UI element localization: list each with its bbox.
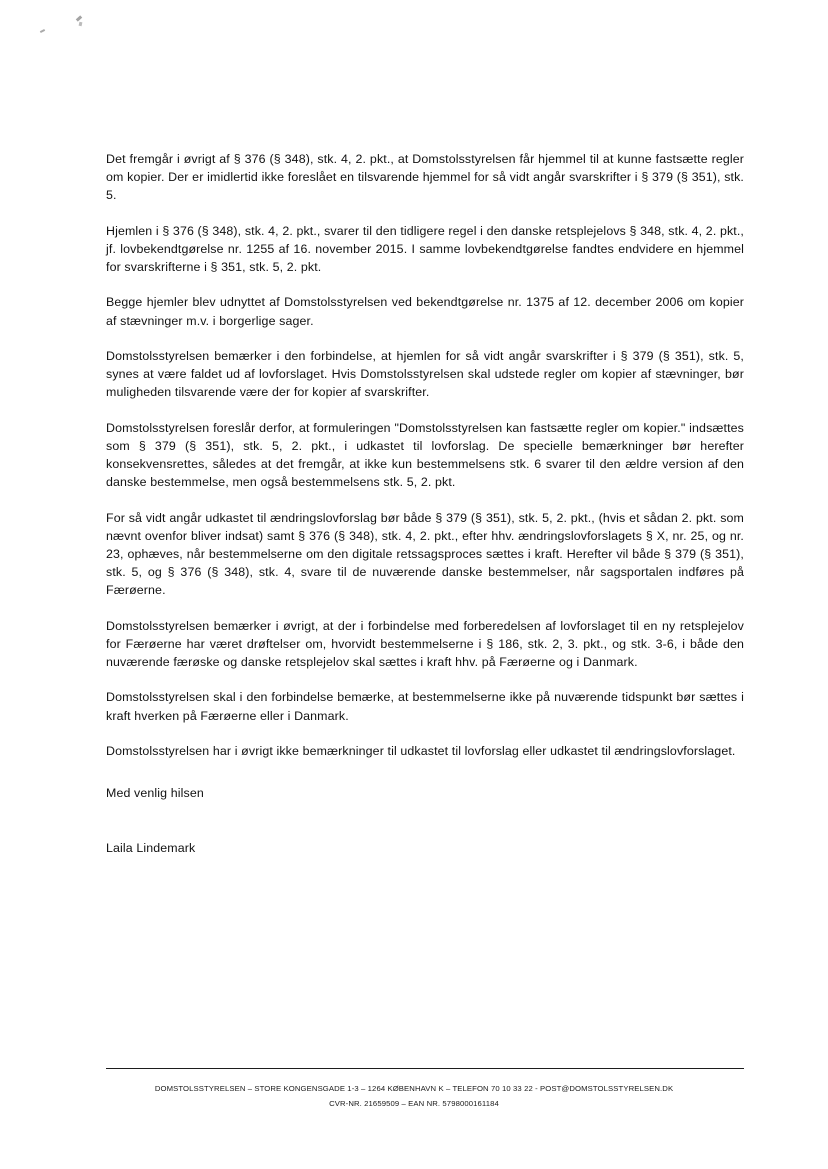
body-paragraph: For så vidt angår udkastet til ændringslovforslag bør både § 379 (§ 351), stk. 5, 2. pkt., (hvis et sådan 2. pkt. som nævnt ovenfor bliver indsat) samt § 376 (§ 348), stk. 4, 2. pkt., efter hhv. ændringslovforslagets § X, nr. 25, og nr. 23, ophæves, når bestemmelserne om den digitale retssagsproces sættes i kraft. Herefter vil både § 379 (§ 351), stk. 5, og § 376 (§ 348), stk. 4, svare til de nuværende danske bestemmelser, når sagsportalen indføres på Færøerne.: [106, 510, 744, 598]
body-paragraph: Domstolsstyrelsen skal i den forbindelse bemærke, at bestemmelserne ikke på nuværende tidspunkt bør sættes i kraft hverken på Færøerne eller i Danmark.: [106, 690, 744, 723]
document-body: [106, 150, 744, 858]
body-paragraph: Hjemlen i § 376 (§ 348), stk. 4, 2. pkt., svarer til den tidligere regel i den danske retsplejelovs § 348, stk. 4, 2. pkt., jf. lovbekendtgørelse nr. 1255 af 16. november 2015. I samme lovbekendtgørelse fandtes endvidere en hjemmel for svarskrifterne i § 351, stk. 5, 2. pkt.: [106, 223, 744, 275]
body-paragraph: Domstolsstyrelsen bemærker i den forbindelse, at hjemlen for så vidt angår svarskrifter i § 379 (§ 351), stk. 5, synes at være faldet ud af lovforslaget. Hvis Domstolsstyrelsen skal udstede regler om kopier af stævninger, bør muligheden tilsvarende være der for kopier af svarskrifter.: [106, 348, 744, 400]
footer-registration-line: CVR-NR. 21659509 – EAN NR. 5798000161184: [329, 1098, 499, 1108]
scan-speck-icon: [40, 29, 45, 33]
page-footer: [0, 1083, 828, 1109]
scan-artifacts: [0, 0, 828, 60]
body-paragraph: Begge hjemler blev udnyttet af Domstolsstyrelsen ved bekendtgørelse nr. 1375 af 12. december 2006 om kopier af stævninger m.v. i borgerlige sager.: [106, 295, 744, 328]
closing-line: Med venlig hilsen: [106, 786, 204, 801]
footer-contact-line: DOMSTOLSSTYRELSEN – STORE KONGENSGADE 1-3 – 1264 KØBENHAVN K – TELEFON 70 10 33 22 - POST@DOMSTOLSSTYRELSEN.DK: [154, 1084, 674, 1093]
scan-speck-icon: [79, 22, 83, 27]
body-paragraph: Det fremgår i øvrigt af § 376 (§ 348), stk. 4, 2. pkt., at Domstolsstyrelsen får hjemmel til at kunne fastsætte regler om kopier. Der er imidlertid ikke foreslået en tilsvarende hjemmel for så vidt angår svarskrifter i § 379 (§ 351), stk. 5.: [106, 152, 744, 203]
body-paragraph: Domstolsstyrelsen foreslår derfor, at formuleringen "Domstolsstyrelsen kan fastsætte regler om kopier." indsættes som § 379 (§ 351), stk. 5, 2. pkt., i udkastet til lovforslag. De specielle bemærkninger bør herefter konsekvensrettes, således at det fremgår, at ikke kun bestemmelsens stk. 6 svarer til den ældre version af den danske bestemmelse, men også bestemmelsens stk. 5, 2. pkt.: [106, 420, 744, 490]
body-paragraph: Domstolsstyrelsen bemærker i øvrigt, at der i forbindelse med forberedelsen af lovforslaget til en ny retsplejelov for Færøerne har været drøftelser om, hvorvidt bestemmelserne i § 186, stk. 2, 3. pkt., og stk. 3-6, i både den nuværende færøske og danske retsplejelov skal sættes i kraft hhv. på Færøerne og i Danmark.: [106, 618, 744, 670]
signature-name: Laila Lindemark: [106, 841, 196, 856]
body-paragraph: Domstolsstyrelsen har i øvrigt ikke bemærkninger til udkastet til lovforslag eller udkastet til ændringslovforslaget.: [106, 743, 736, 758]
footer-divider: [106, 1068, 744, 1069]
scan-speck-icon: [76, 15, 82, 21]
